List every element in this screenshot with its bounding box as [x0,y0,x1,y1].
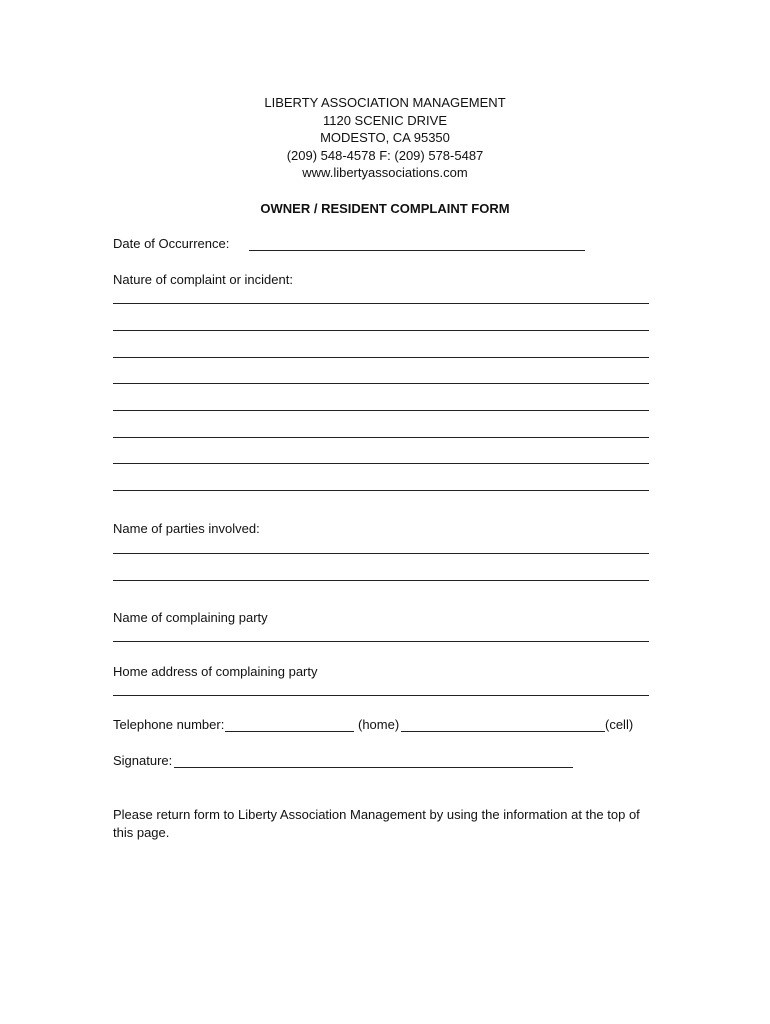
nature-line[interactable] [113,410,649,411]
company-name: LIBERTY ASSOCIATION MANAGEMENT [264,95,506,110]
company-phone: (209) 548-4578 F: (209) 578-5487 [286,147,484,163]
return-instructions: Please return form to Liberty Association Management by using the information at the top of this page. [113,807,640,840]
nature-line[interactable] [113,357,649,358]
complaining-party-label: Name of complaining party [113,610,268,625]
letterhead [0,94,770,182]
nature-line[interactable] [113,303,649,304]
date-field[interactable] [249,250,585,251]
nature-line[interactable] [113,490,649,491]
home-phone-field[interactable] [225,731,354,732]
address-label: Home address of complaining party [113,664,318,679]
company-city: MODESTO, CA 95350 [320,130,450,145]
cell-phone-field[interactable] [401,731,605,732]
nature-line[interactable] [113,330,649,331]
parties-line[interactable] [113,553,649,554]
nature-line[interactable] [113,383,649,384]
signature-field[interactable] [174,767,573,768]
telephone-label: Telephone number: [113,717,225,732]
parties-label: Name of parties involved: [113,521,260,536]
parties-line[interactable] [113,580,649,581]
signature-label: Signature: [113,753,173,768]
address-line[interactable] [113,695,649,696]
form-title: OWNER / RESIDENT COMPLAINT FORM [260,201,510,216]
nature-line[interactable] [113,463,649,464]
complaining-party-line[interactable] [113,641,649,642]
home-label: (home) [358,717,400,732]
company-website: www.libertyassociations.com [302,165,468,180]
nature-line[interactable] [113,437,649,438]
date-label: Date of Occurrence: [113,236,230,251]
cell-label: (cell) [605,717,634,732]
nature-label: Nature of complaint or incident: [113,272,293,287]
company-street: 1120 SCENIC DRIVE [322,112,448,128]
